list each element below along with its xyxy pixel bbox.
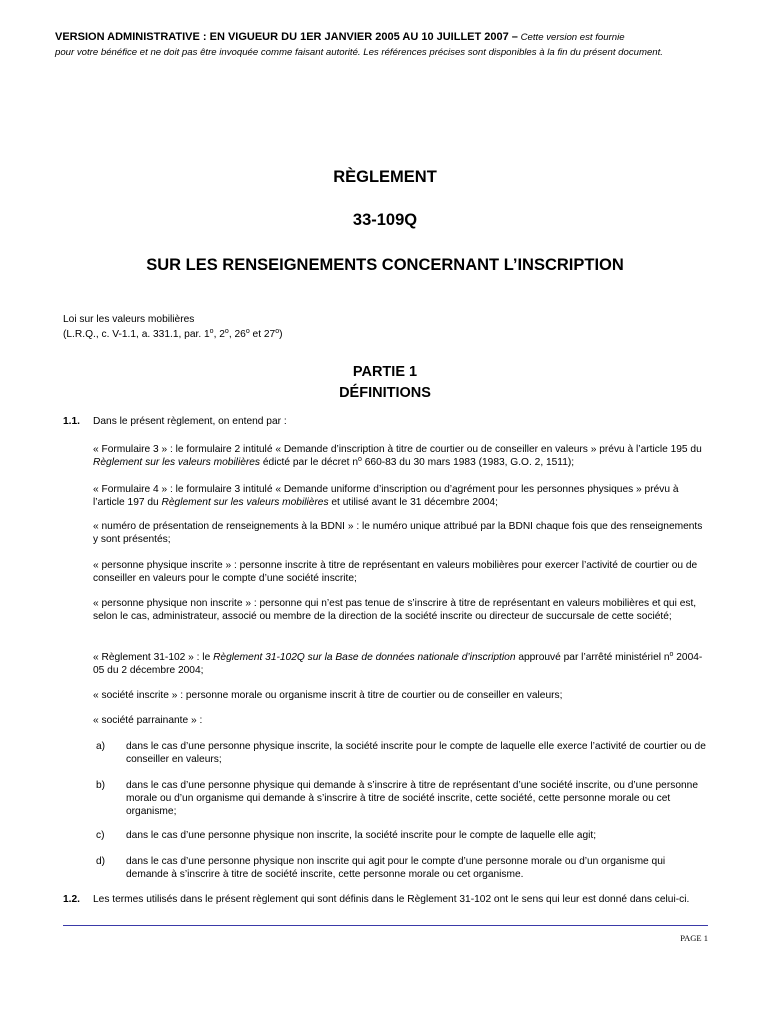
definition-societe-parrainante: « société parrainante » :: [93, 715, 203, 726]
list-item-text: dans le cas d’une personne physique non inscrite qui agit pour le compte d’une personne morale ou d’un organisme qui demande à s’inscrire à titre de société inscrite, cette personne morale ou cet organisme.: [126, 856, 666, 880]
definition-formulaire-3: « Formulaire 3 » : le formulaire 2 intitulé « Demande d’inscription à titre de courtier ou de conseiller en valeurs » prévu à l’article 195 du Règlement sur les valeurs mobilières édicté par le décret $n^o$ 660-83 du 30 mars 1983 (1983, G.O. 2, 1511);: [93, 444, 702, 468]
list-item-text: dans le cas d’une personne physique non inscrite, la société inscrite pour le compte de laquelle elle agit;: [126, 830, 597, 841]
definition-personne-inscrite: « personne physique inscrite » : personne inscrite à titre de représentant en valeurs mobilières pour exercer l’activité de courtier ou de conseiller en valeurs pour le compte d’une société inscrite;: [93, 560, 698, 584]
definition-societe-inscrite: « société inscrite » : personne morale ou organisme inscrit à titre de courtier ou de conseiller en valeurs;: [93, 690, 563, 701]
law-name: Loi sur les valeurs mobilières: [63, 314, 195, 325]
page-number: PAGE 1: [680, 933, 708, 943]
list-item-letter: c): [96, 830, 105, 841]
list-item-text: dans le cas d’une personne physique inscrite, la société inscrite pour le compte de laquelle elle exerce l’activité de courtier ou de conseiller en valeurs;: [126, 741, 706, 765]
title-subject: SUR LES RENSEIGNEMENTS CONCERNANT L’INSCRIPTION: [146, 256, 624, 274]
version-notice: [55, 30, 715, 60]
version-notice-italic-2: pour votre bénéfice et ne doit pas être invoquée comme faisant autorité. Les références précises sont disponibles à la fin du présent document.: [55, 47, 663, 58]
footer-rule: [63, 925, 708, 926]
definition-reglement-31-102: « Règlement 31-102 » : le Règlement 31-102Q sur la Base de données nationale d’inscription approuvé par l’arrêté ministériel $n^o$ 2004-05 du 2 décembre 2004;: [93, 651, 703, 676]
version-notice-italic-1: Cette version est fournie: [517, 32, 625, 43]
enabling-law: [63, 312, 283, 342]
part-heading: DÉFINITIONS: [339, 385, 431, 401]
definition-formulaire-4: « Formulaire 4 » : le formulaire 3 intitulé « Demande uniforme d’inscription ou d’agrément pour les personnes physiques » prévu à l’article 197 du Règlement sur les valeurs mobilières et utilisé avant le 31 décembre 2004;: [93, 484, 679, 508]
version-notice-bold: VERSION ADMINISTRATIVE : EN VIGUEUR DU 1ER JANVIER 2005 AU 10 JUILLET 2007 –: [55, 31, 518, 43]
list-item-text: dans le cas d’une personne physique qui demande à s’inscrire à titre de représentant d’une société inscrite, ou d’une personne morale ou d’un organisme qui demande à s’inscrire à titre de société inscrite, cette société, cette personne morale ou cet organisme;: [126, 780, 698, 817]
list-item-letter: a): [96, 741, 106, 752]
title-number: 33-109Q: [352, 211, 418, 229]
law-reference: (L.R.Q., c. V-1.1, a. 331.1, par. 1$^o$, 2$^o$, 26$^o$ et 27$^o$): [63, 328, 283, 340]
list-item-letter: d): [96, 856, 106, 867]
section-text: Dans le présent règlement, on entend par :: [93, 416, 287, 427]
part-number: PARTIE 1: [352, 364, 418, 380]
section-number: 1.2.: [63, 894, 80, 905]
list-item-letter: b): [96, 780, 106, 791]
definition-personne-non-inscrite: « personne physique non inscrite » : personne qui n’est pas tenue de s’inscrire à titre de représentant en valeurs mobilières et qui est, selon le cas, administrateur, associé ou membre de la direction de la société inscrite ou directeur de succursale de cette société;: [93, 598, 697, 622]
title-reglement: RÈGLEMENT: [333, 168, 437, 186]
definition-numero-bdni: « numéro de présentation de renseignements à la BDNI » : le numéro unique attribué par la BDNI chaque fois que des renseignements y sont présentés;: [93, 521, 703, 545]
section-text: Les termes utilisés dans le présent règlement qui sont définis dans le Règlement 31-102 ont le sens qui leur est donné dans celui-ci.: [93, 894, 690, 905]
section-number: 1.1.: [63, 416, 80, 427]
